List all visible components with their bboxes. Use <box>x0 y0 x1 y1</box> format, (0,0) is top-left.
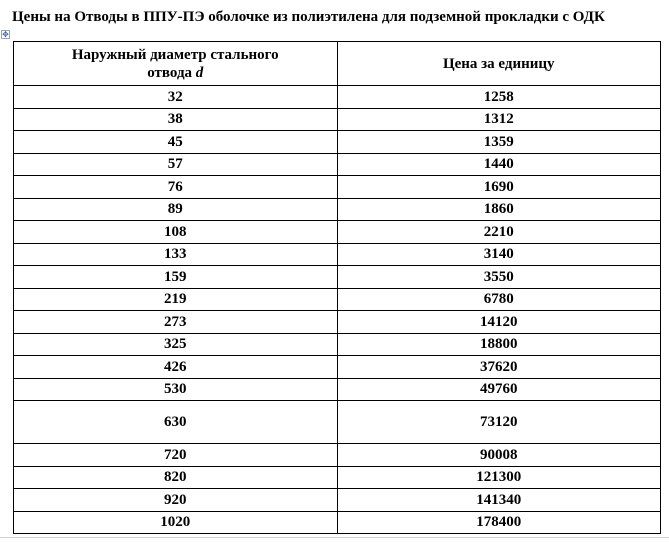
cell-diameter: 76 <box>14 176 338 199</box>
table-row <box>14 86 661 109</box>
cell-price: 6780 <box>337 288 661 311</box>
cell-price: 1690 <box>337 176 661 199</box>
table-row <box>14 131 661 154</box>
cell-price: 14120 <box>337 311 661 334</box>
table-row <box>14 266 661 289</box>
cell-diameter: 89 <box>14 198 338 221</box>
cell-diameter: 1020 <box>14 511 338 534</box>
cell-diameter: 133 <box>14 243 338 266</box>
table-row <box>14 311 661 334</box>
cell-price: 1440 <box>337 153 661 176</box>
table-row <box>14 176 661 199</box>
cell-diameter: 45 <box>14 131 338 154</box>
cell-price: 178400 <box>337 511 661 534</box>
table-row <box>14 489 661 512</box>
page-title: Цены на Отводы в ППУ-ПЭ оболочке из полиэтилена для подземной прокладки с ОДК <box>12 9 605 25</box>
cell-price: 1860 <box>337 198 661 221</box>
price-table <box>13 41 661 534</box>
cell-price: 121300 <box>337 466 661 489</box>
table-row <box>14 198 661 221</box>
cell-price: 2210 <box>337 221 661 244</box>
cell-diameter: 219 <box>14 288 338 311</box>
table-move-handle-icon[interactable]: ✥ <box>2 30 9 39</box>
cell-price: 73120 <box>337 401 661 444</box>
table-row <box>14 401 661 444</box>
header-diameter-line1: Наружный диаметр стального <box>71 46 279 63</box>
cell-diameter: 630 <box>14 401 338 444</box>
cell-diameter: 273 <box>14 311 338 334</box>
table-row <box>14 333 661 356</box>
table-row <box>14 288 661 311</box>
cell-price: 141340 <box>337 489 661 512</box>
cell-diameter: 57 <box>14 153 338 176</box>
header-diameter-var: d <box>195 64 204 81</box>
table-row <box>14 153 661 176</box>
cell-price: 37620 <box>337 356 661 379</box>
page-divider <box>0 537 669 538</box>
table-header-row <box>14 42 661 86</box>
cell-diameter: 159 <box>14 266 338 289</box>
cell-price: 49760 <box>337 378 661 401</box>
cell-price: 18800 <box>337 333 661 356</box>
cell-diameter: 38 <box>14 108 338 131</box>
header-diameter-line2: отвода <box>147 64 196 81</box>
cell-price: 1359 <box>337 131 661 154</box>
cell-diameter: 108 <box>14 221 338 244</box>
table-row <box>14 378 661 401</box>
cell-diameter: 820 <box>14 466 338 489</box>
table-row <box>14 221 661 244</box>
table-row <box>14 444 661 467</box>
header-price: Цена за единицу <box>337 42 661 86</box>
cell-diameter: 720 <box>14 444 338 467</box>
table-row <box>14 243 661 266</box>
cell-diameter: 426 <box>14 356 338 379</box>
table-row <box>14 511 661 534</box>
table-row <box>14 356 661 379</box>
table-row <box>14 466 661 489</box>
cell-price: 90008 <box>337 444 661 467</box>
table-row <box>14 108 661 131</box>
cell-price: 1312 <box>337 108 661 131</box>
cell-price: 3550 <box>337 266 661 289</box>
cell-diameter: 920 <box>14 489 338 512</box>
cell-diameter: 32 <box>14 86 338 109</box>
cell-price: 1258 <box>337 86 661 109</box>
cell-diameter: 325 <box>14 333 338 356</box>
cell-diameter: 530 <box>14 378 338 401</box>
cell-price: 3140 <box>337 243 661 266</box>
header-diameter <box>14 42 338 86</box>
